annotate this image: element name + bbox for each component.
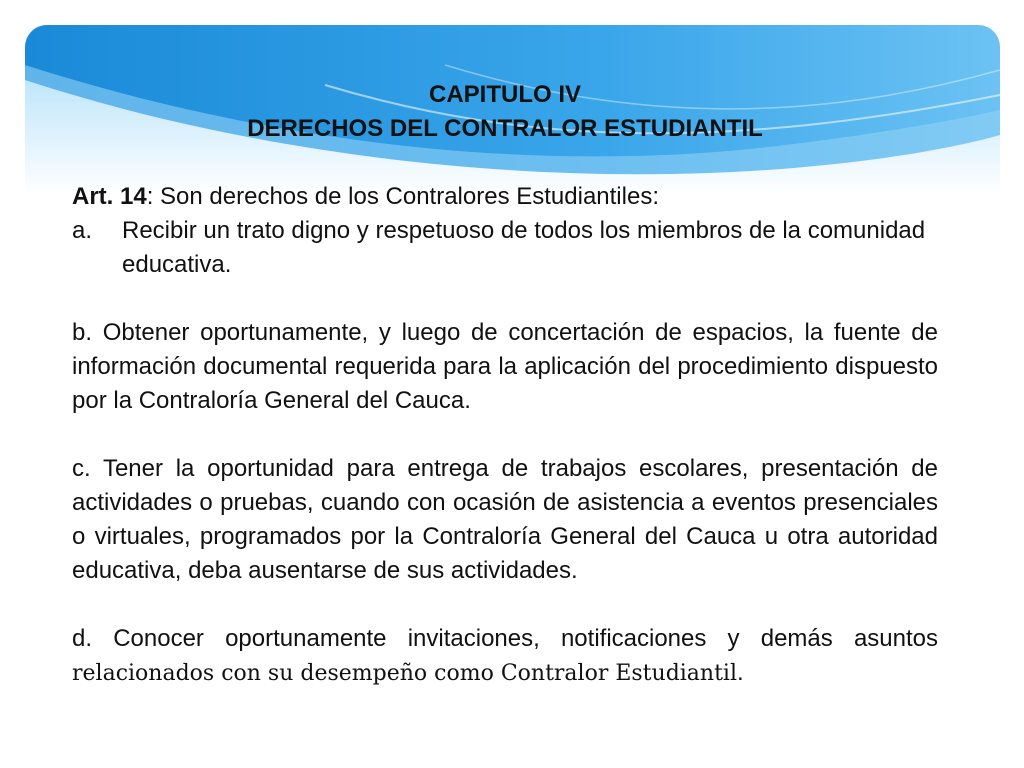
slide-content: [72, 78, 938, 691]
list-item-d-text-start: d. Conocer oportunamente invitaciones, notificaciones y demás asuntos: [72, 625, 938, 652]
article-intro-text: : Son derechos de los Contralores Estudiantiles:: [146, 183, 659, 210]
list-marker-a: a.: [72, 217, 93, 244]
chapter-label: CAPITULO IV: [428, 81, 581, 108]
article-label: Art. 14: [72, 183, 147, 210]
list-item-c: c. Tener la oportunidad para entrega de trabajos escolares, presentación de actividades o pruebas, cuando con ocasión de asistencia a eventos presenciales o virtuales, programados por la Contraloría General del Cauca u otra autoridad educativa, deba ausentarse de sus actividades.: [72, 455, 938, 584]
list-item-d-text-end: relacionados con su desempeño como Contralor Estudiantil: [72, 661, 738, 686]
chapter-heading: [72, 78, 938, 146]
list-item-d-period: .: [737, 659, 744, 686]
list-item-d: [72, 622, 938, 691]
list-item-a: [72, 214, 938, 282]
list-item-a-text: Recibir un trato digno y respetuoso de todos los miembros de la comunidad educativa.: [122, 217, 926, 278]
list-item-b: b. Obtener oportunamente, y luego de concertación de espacios, la fuente de información documental requerida para la aplicación del procedimiento dispuesto por la Contraloría General del Cauca.: [72, 319, 938, 414]
article-intro: [72, 180, 938, 214]
chapter-title: DERECHOS DEL CONTRALOR ESTUDIANTIL: [247, 115, 763, 142]
